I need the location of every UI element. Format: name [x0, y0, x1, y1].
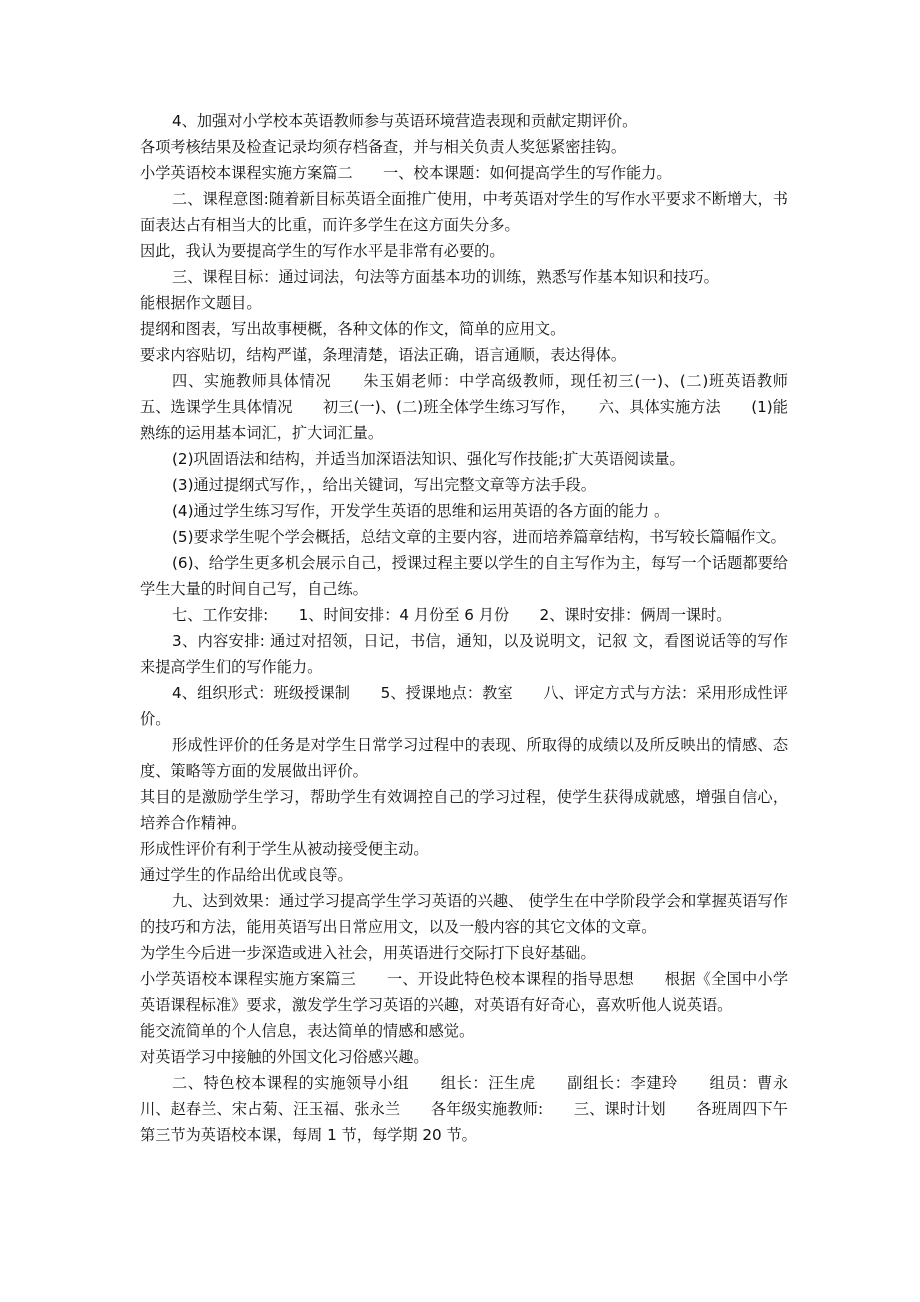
list-item: (6)、给学生更多机会展示自己，授课过程主要以学生的自主写作为主，每写一个话题都要给学生大量的时间自己写，自己练。: [140, 554, 788, 598]
paragraph: 形成性评价有利于学生从被动接受便主动。: [140, 840, 429, 858]
list-item: (4)通过学生练习写作，开发学生英语的思维和运用英语的各方面的能力 。: [172, 502, 670, 520]
paragraph: 4、加强对小学校本英语教师参与英语环境营造表现和贡献定期评价。: [172, 112, 638, 130]
paragraph: 要求内容贴切，结构严谨，条理清楚，语法正确，语言通顺，表达得体。: [140, 346, 626, 364]
paragraph: 二、特色校本课程的实施领导小组 组长：汪生虎 副组长：李建玲 组员：曹永川、赵春兰、宋占菊、汪玉福、张永兰 各年级实施教师: 三、课时计划 各班周四下午第三节为英语校本课，每周 1 节，每学期 20 节。: [140, 1074, 788, 1144]
paragraph: 能根据作文题目。: [140, 294, 262, 312]
paragraph: 通过学生的作品给出优或良等。: [140, 866, 353, 884]
section-heading-paragraph: 小学英语校本课程实施方案篇二 一、校本课题：如何提高学生的写作能力。: [140, 164, 672, 182]
paragraph: 三、课程目标：通过词法，句法等方面基本功的训练，熟悉写作基本知识和技巧。: [172, 268, 719, 286]
paragraph: 各项考核结果及检查记录均须存档备查，并与相关负责人奖惩紧密挂钩。: [140, 138, 626, 156]
paragraph: 提纲和图表，写出故事梗概，各种文体的作文，简单的应用文。: [140, 320, 566, 338]
paragraph: 四、实施教师具体情况 朱玉娟老师：中学高级教师，现任初三(一)、(二)班英语教师 五、选课学生具体情况 初三(一)、(二)班全体学生练习写作， 六、具体实施方法 (1)能熟练的运用基本词汇，扩大词汇量。: [140, 372, 819, 442]
document-body: [140, 108, 819, 1148]
paragraph: 其目的是激励学生学习，帮助学生有效调控自己的学习过程，使学生获得成就感，增强自信心，培养合作精神。: [140, 788, 788, 832]
list-item: (3)通过提纲式写作，，给出关键词，写出完整文章等方法手段。: [172, 476, 596, 494]
paragraph: 3、内容安排: 通过对招领，日记，书信，通知，以及说明文，记叙 文，看图说话等的写作来提高学生们的写作能力。: [140, 632, 788, 676]
paragraph: 对英语学习中接触的外国文化习俗感兴趣。: [140, 1048, 429, 1066]
paragraph: 形成性评价的任务是对学生日常学习过程中的表现、所取得的成绩以及所反映出的情感、态度、策略等方面的发展做出评价。: [140, 736, 788, 780]
list-item: (5)要求学生呢个学会概括，总结文章的主要内容，进而培养篇章结构，书写较长篇幅作文。: [172, 528, 786, 546]
section-heading-paragraph: 小学英语校本课程实施方案篇三 一、开设此特色校本课程的指导思想 根据《全国中小学英语课程标准》要求，激发学生学习英语的兴趣，对英语有好奇心，喜欢听他人说英语。: [140, 970, 788, 1014]
list-item: (2)巩固语法和结构，并适当加深语法知识、强化写作技能;扩大英语阅读量。: [172, 450, 685, 468]
paragraph: 二、课程意图:随着新目标英语全面推广使用，中考英语对学生的写作水平要求不断增大，书面表达占有相当大的比重，而许多学生在这方面失分多。: [140, 190, 788, 234]
paragraph: 能交流简单的个人信息，表达简单的情感和感觉。: [140, 1022, 475, 1040]
paragraph: 4、组织形式：班级授课制 5、授课地点：教室 八、评定方式与方法：采用形成性评价。: [140, 684, 788, 728]
paragraph: 九、达到效果：通过学习提高学生学习英语的兴趣、 使学生在中学阶段学会和掌握英语写作的技巧和方法，能用英语写出日常应用文，以及一般内容的其它文体的文章。: [140, 892, 788, 936]
paragraph: 因此，我认为要提高学生的写作水平是非常有必要的。: [140, 242, 505, 260]
paragraph: 为学生今后进一步深造或进入社会，用英语进行交际打下良好基础。: [140, 944, 596, 962]
paragraph: 七、工作安排: 1、时间安排：4 月份至 6 月份 2、课时安排：俩周一课时。: [172, 606, 732, 624]
